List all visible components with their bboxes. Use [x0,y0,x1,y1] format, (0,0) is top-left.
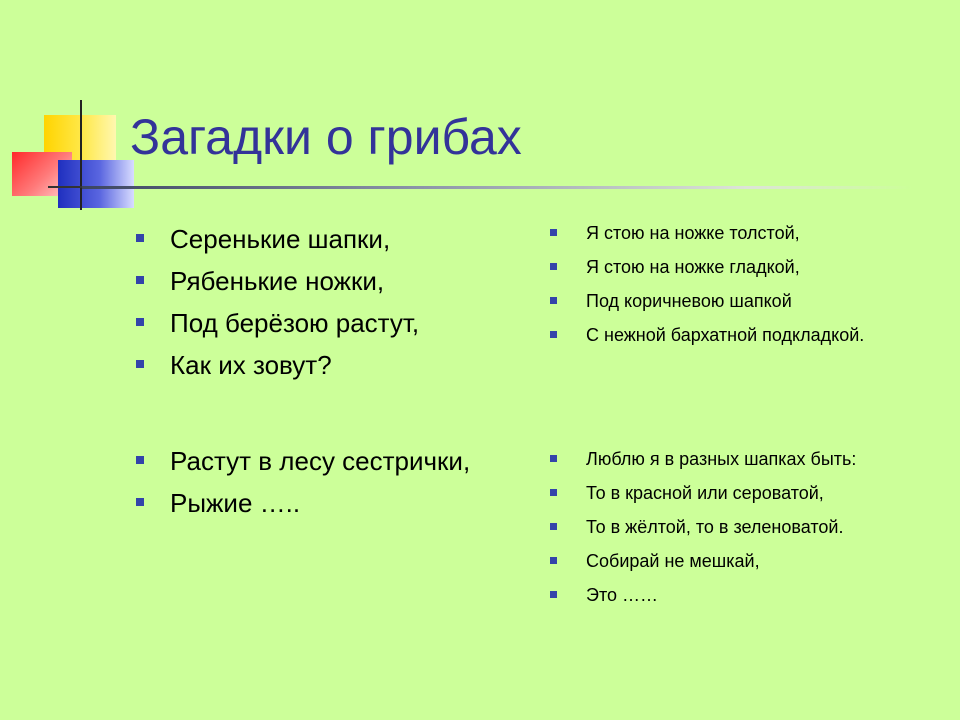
list-item: С нежной бархатной подкладкой. [548,324,864,358]
slide-title: Загадки о грибах [130,109,522,165]
list-item: Серенькие шапки, [134,224,419,266]
list-item: Это …… [548,584,856,618]
bullet-icon [550,557,557,564]
list-item: Под коричневою шапкой [548,290,864,324]
riddle-2-list [134,446,470,530]
riddle-4-list [548,448,856,618]
bullet-icon [550,523,557,530]
bullet-icon [136,318,144,326]
list-item: Я стою на ножке гладкой, [548,256,864,290]
list-item: Как их зовут? [134,350,419,392]
bullet-icon [136,360,144,368]
bullet-icon [550,591,557,598]
list-item: Растут в лесу сестрички, [134,446,470,488]
list-item: То в красной или сероватой, [548,482,856,516]
bullet-icon [550,263,557,270]
bullet-icon [136,234,144,242]
bullet-icon [550,331,557,338]
decor-blue-square [58,160,134,208]
list-item: Рыжие ….. [134,488,470,530]
list-item: То в жёлтой, то в зеленоватой. [548,516,856,550]
bullet-icon [550,229,557,236]
riddle-3-list [548,222,864,358]
decor-vertical-line [80,100,82,210]
bullet-icon [136,276,144,284]
riddle-1-list [134,224,419,392]
bullet-icon [550,455,557,462]
bullet-icon [136,456,144,464]
list-item: Под берёзою растут, [134,308,419,350]
bullet-icon [136,498,144,506]
list-item: Люблю я в разных шапках быть: [548,448,856,482]
list-item: Я стою на ножке толстой, [548,222,864,256]
list-item: Собирай не мешкай, [548,550,856,584]
bullet-icon [550,489,557,496]
bullet-icon [550,297,557,304]
list-item: Рябенькие ножки, [134,266,419,308]
title-underline [82,186,912,189]
